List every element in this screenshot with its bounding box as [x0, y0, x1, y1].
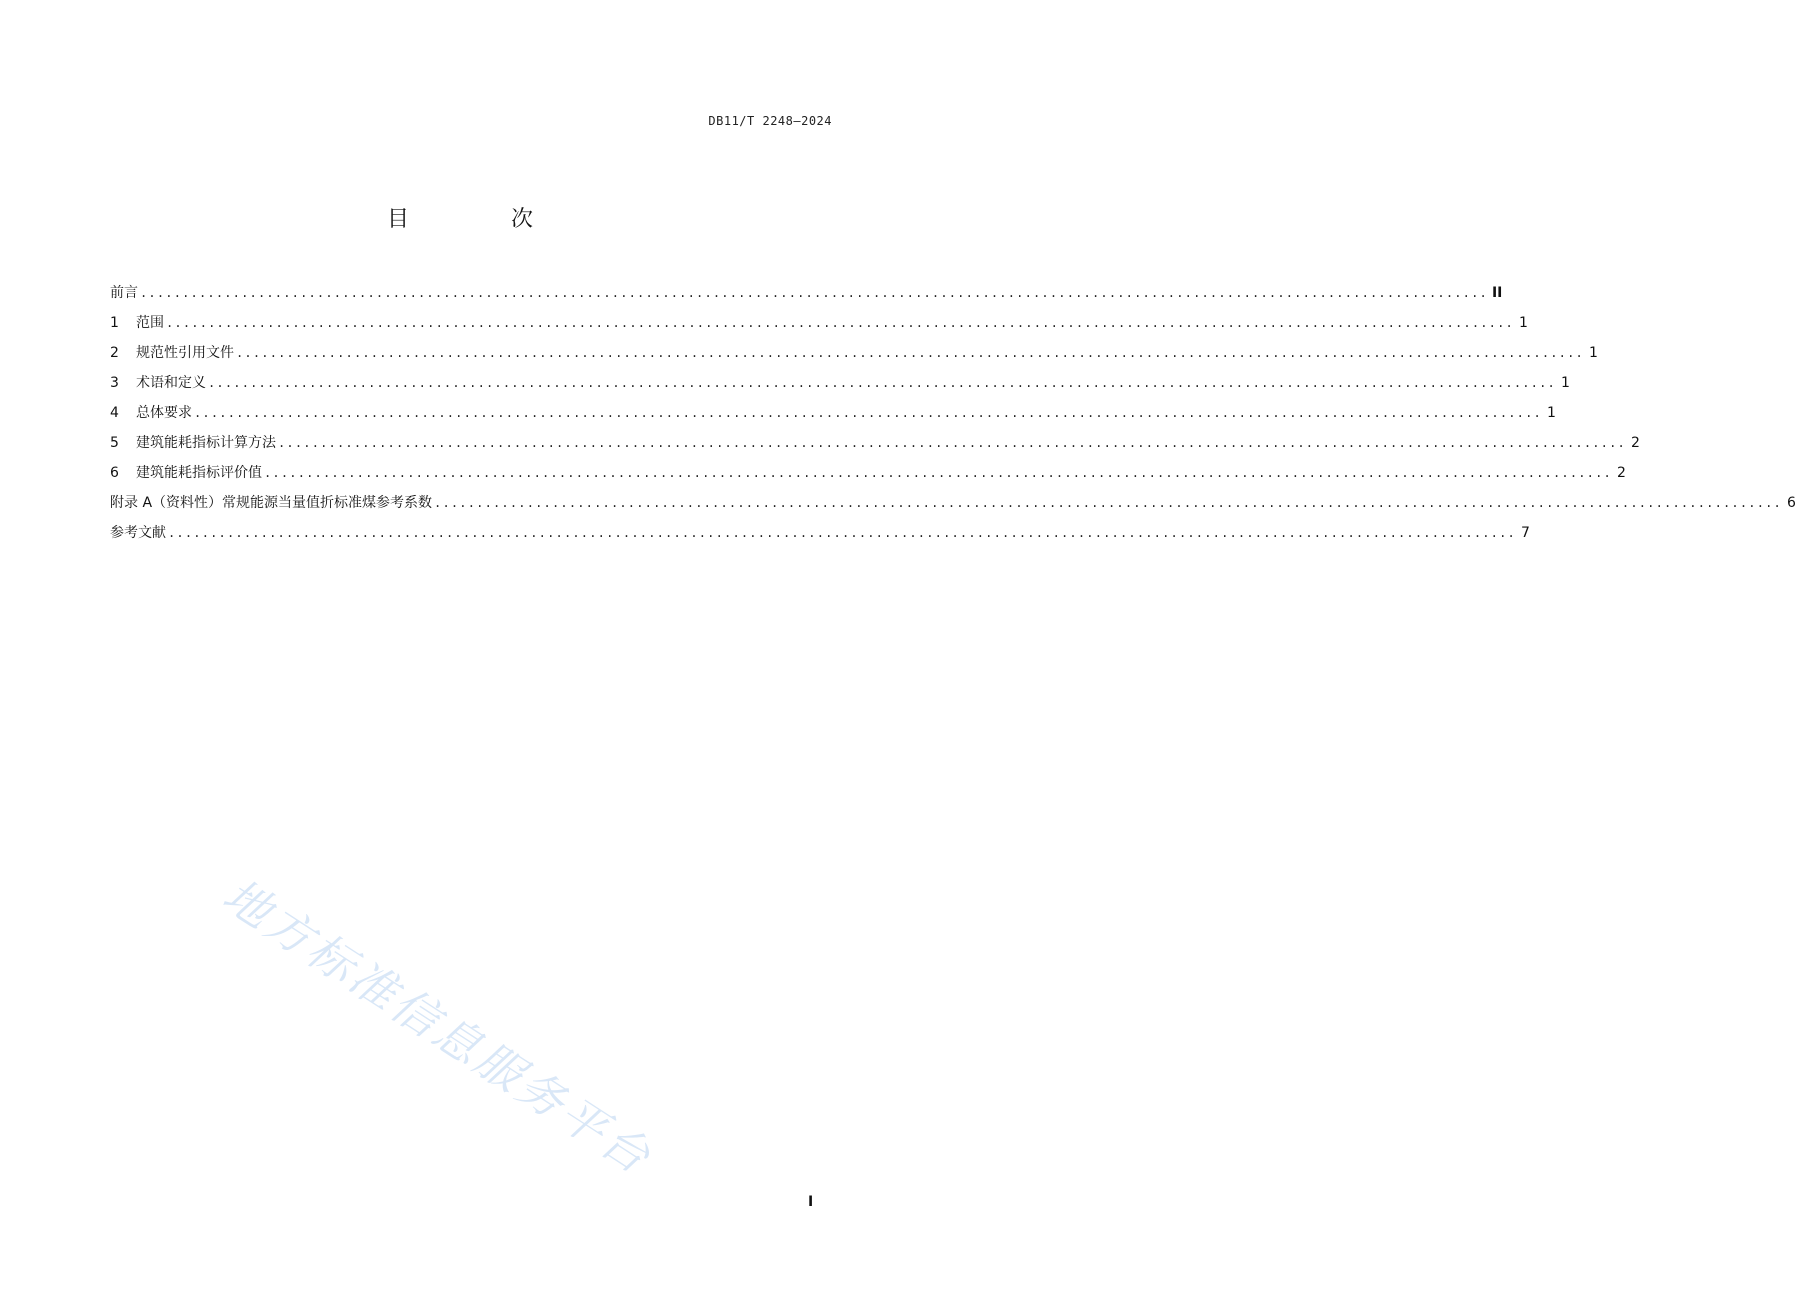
toc-leader-dots: ................................................................................................................................................................	[194, 406, 1542, 420]
toc-leader-dots: ................................................................................................................................................................	[264, 466, 1612, 480]
toc-entry-number: 1	[110, 315, 119, 331]
toc-entry-number: 4	[110, 405, 119, 421]
toc-entry-label: 范围	[136, 315, 164, 331]
toc-entry-page: II	[1491, 285, 1503, 301]
toc-entry-page: 7	[1521, 525, 1530, 541]
toc-entry-label: 参考文献	[110, 525, 166, 541]
toc-entry-page: 1	[1547, 405, 1556, 421]
toc-entry-label: 建筑能耗指标计算方法	[136, 435, 276, 451]
toc-title: 目 次	[386, 207, 573, 232]
toc-entry-number: 5	[110, 435, 119, 451]
toc-entry-appendix-a[interactable]	[110, 488, 1796, 518]
toc-entry-bibliography[interactable]	[110, 518, 1530, 548]
toc-leader-dots: ................................................................................................................................................................	[208, 376, 1556, 390]
toc-entry-page: 6	[1787, 495, 1796, 511]
toc-entry-number: 3	[110, 375, 119, 391]
toc-leader-dots: ................................................................................................................................................................	[166, 316, 1514, 330]
toc-leader-dots: ................................................................................................................................................................	[140, 286, 1488, 300]
toc-entry-scope[interactable]	[110, 308, 1528, 338]
toc-entry-label: 规范性引用文件	[136, 345, 234, 361]
watermark-text: 地方标准信息服务平台	[213, 867, 663, 1186]
page-number: I	[808, 1194, 814, 1210]
table-of-contents	[110, 278, 1796, 548]
toc-entry-page: 1	[1519, 315, 1528, 331]
toc-leader-dots: ................................................................................................................................................................	[434, 496, 1782, 510]
toc-entry-calculation-method[interactable]	[110, 428, 1640, 458]
toc-entry-evaluation-values[interactable]	[110, 458, 1626, 488]
toc-entry-label: 附录 A（资料性）常规能源当量值折标准煤参考系数	[110, 495, 433, 511]
document-code: DB11/T 2248—2024	[708, 114, 832, 128]
toc-entry-label: 前言	[110, 285, 138, 301]
toc-entry-label: 总体要求	[136, 405, 192, 421]
toc-entry-label: 术语和定义	[136, 375, 206, 391]
toc-entry-page: 1	[1561, 375, 1570, 391]
toc-leader-dots: ................................................................................................................................................................	[236, 346, 1584, 360]
toc-entry-number: 6	[110, 465, 119, 481]
toc-entry-page: 2	[1617, 465, 1626, 481]
toc-entry-page: 2	[1631, 435, 1640, 451]
toc-entry-general-requirements[interactable]	[110, 398, 1556, 428]
toc-entry-normative-references[interactable]	[110, 338, 1598, 368]
toc-leader-dots: ................................................................................................................................................................	[168, 526, 1516, 540]
toc-entry-foreword[interactable]	[110, 278, 1503, 308]
toc-entry-terms-definitions[interactable]	[110, 368, 1570, 398]
toc-entry-page: 1	[1589, 345, 1598, 361]
toc-entry-number: 2	[110, 345, 119, 361]
toc-entry-label: 建筑能耗指标评价值	[136, 465, 262, 481]
toc-leader-dots: ................................................................................................................................................................	[278, 436, 1626, 450]
